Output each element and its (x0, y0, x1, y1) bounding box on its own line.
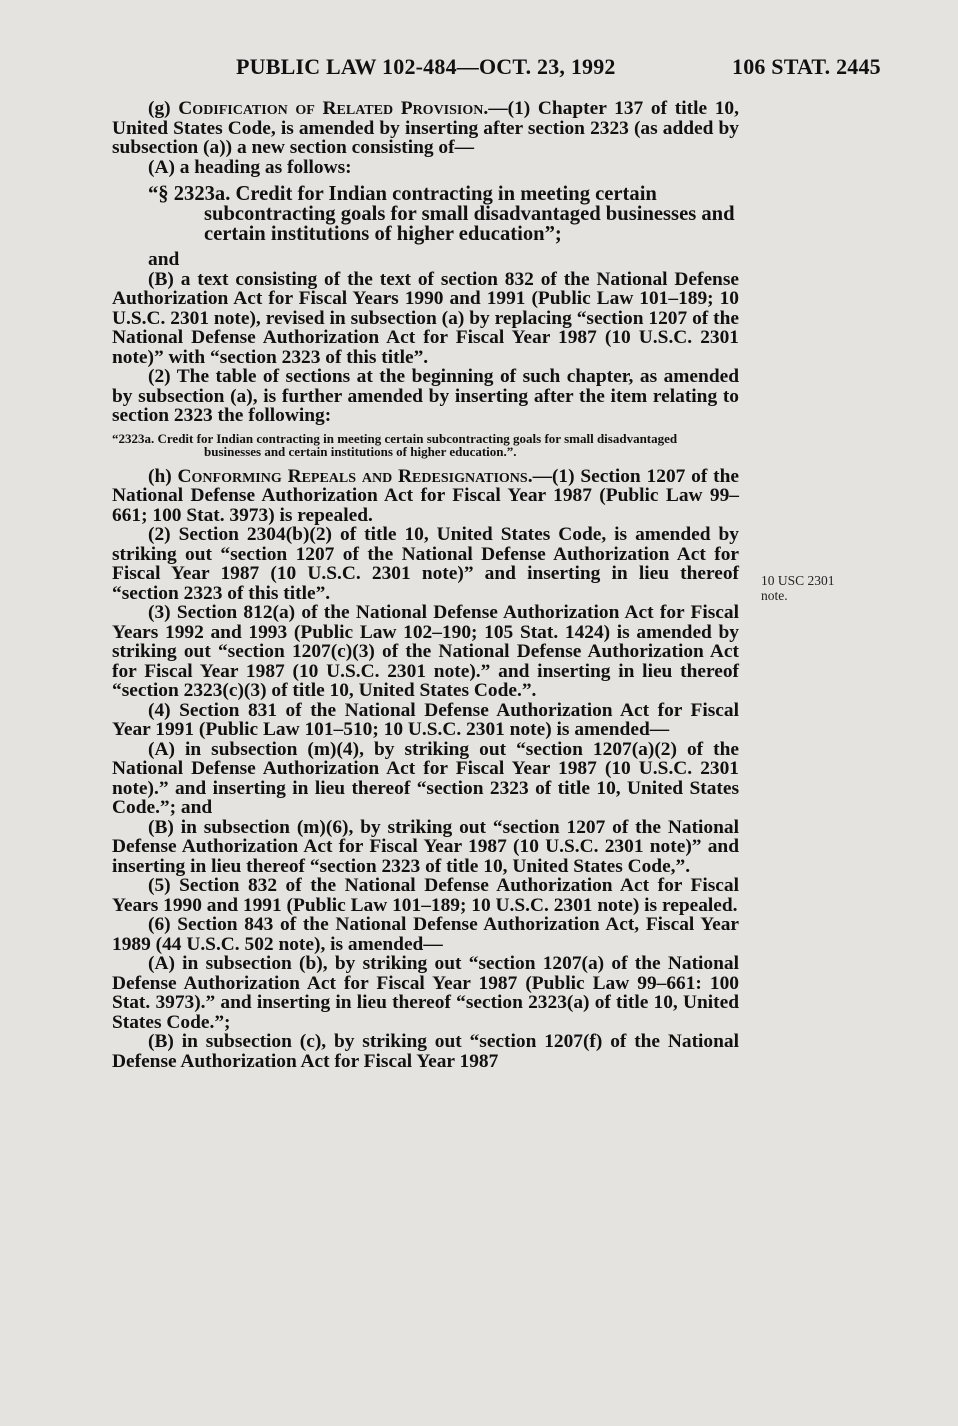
subsection-h-paragraph-4b: (B) in subsection (m)(6), by striking out “section 1207 of the National Defense Authorization Act for Fiscal Year 1987 (10 U.S.C. 2301 note)” and inserting in lieu thereof “section 2323 of title 10, United States Code,”. (112, 816, 739, 877)
subsection-h-text: —(1) Section 1207 of the National Defense Authorization Act for Fiscal Year 1987 (Public Law 99–661; 100 Stat. 3973) is repealed. (112, 465, 739, 526)
subsection-h-paragraph-2: (2) Section 2304(b)(2) of title 10, United States Code, is amended by striking out “section 1207 of the National Defense Authorization Act for Fiscal Year 1987 (10 U.S.C. 2301 note)” and inserting in lieu thereof “section 2323 of this title”. (112, 524, 739, 604)
subsection-h-heading: Conforming Repeals and Redesignations. (177, 465, 533, 487)
subsection-g-paragraph-2: (2) The table of sections at the beginning of such chapter, as amended by subsection (a), is further amended by inserting after the item relating to section 2323 the following: (112, 366, 739, 426)
subsection-h-paragraph-5: (5) Section 832 of the National Defense Authorization Act for Fiscal Years 1990 and 1991 (Public Law 101–189; 10 U.S.C. 2301 note) is repealed. (112, 875, 739, 916)
table-of-sections-entry: “2323a. Credit for Indian contracting in meeting certain subcontracting goals for small disadvantaged businesses and certain institutions of higher education.”. (112, 430, 678, 459)
subsection-h-paragraph-6b: (B) in subsection (c), by striking out “section 1207(f) of the National Defense Authorization Act for Fiscal Year 1987 (112, 1031, 739, 1072)
running-head: PUBLIC LAW 102-484—OCT. 23, 1992 (236, 54, 616, 79)
and-connector: and (148, 249, 180, 270)
margin-note: 10 USC 2301 note. (761, 573, 835, 603)
subsection-h-paragraph-4a: (A) in subsection (m)(4), by striking out “section 1207(a)(2) of the National Defense Authorization Act for Fiscal Year 1987 (10 U.S.C. 2301 note).” and inserting in lieu thereof “section 2323 of title 10, United States Code.”; and (112, 738, 739, 818)
subsection-h-paragraph-4: (4) Section 831 of the National Defense Authorization Act for Fiscal Year 1991 (Public Law 101–510; 10 U.S.C. 2301 note) is amended— (112, 699, 739, 740)
subsection-g-clause-b: (B) a text consisting of the text of section 832 of the National Defense Authorization Act for Fiscal Years 1990 and 1991 (Public Law 101–189; 10 U.S.C. 2301 note), revised in subsection (a) by replacing “section 1207 of the National Defense Authorization Act for Fiscal Year 1987 (10 U.S.C. 2301 note)” with “section 2323 of this title”. (112, 268, 739, 368)
subsection-h-paragraph-6: (6) Section 843 of the National Defense Authorization Act, Fiscal Year 1989 (44 U.S.C. 502 note), is amended— (112, 914, 739, 955)
new-section-heading: “§ 2323a. Credit for Indian contracting in meeting certain subcontracting goals for small disadvantaged businesses and certain institutions of higher education”; (148, 183, 735, 245)
subsection-g-text: —(1) Chapter 137 of title 10, United States Code, is amended by inserting after section 2323 (as added by subsection (a)) a new section consisting of— (112, 98, 739, 158)
subsection-h-paragraph-6a: (A) in subsection (b), by striking out “section 1207(a) of the National Defense Authorization Act for Fiscal Year 1987 (Public Law 99–661: 100 Stat. 3973).” and inserting in lieu thereof “section 2323(a) of title 10, United States Code.”; (112, 953, 739, 1033)
page-header (0, 54, 958, 84)
statute-page-number: 106 STAT. 2445 (732, 54, 881, 79)
subsection-g-heading: Codification of Related Provision. (178, 98, 489, 119)
subsection-h-paragraph-1 (112, 467, 739, 526)
subsection-h-paragraph-3: (3) Section 812(a) of the National Defense Authorization Act for Fiscal Years 1992 and 1993 (Public Law 102–190; 105 Stat. 1424) is amended by striking out “section 1207(c)(3) of the National Defense Authorization Act for Fiscal Year 1987 (10 U.S.C. 2301 note).” and inserting in lieu thereof “section 2323(c)(3) of title 10, United States Code.”. (112, 602, 739, 701)
statute-body (112, 99, 739, 1071)
subsection-g-paragraph-1 (112, 99, 739, 158)
subsection-g-label: (g) (148, 98, 179, 119)
subsection-h-label: (h) (148, 465, 178, 487)
subsection-g-clause-a: (A) a heading as follows: (148, 156, 352, 178)
